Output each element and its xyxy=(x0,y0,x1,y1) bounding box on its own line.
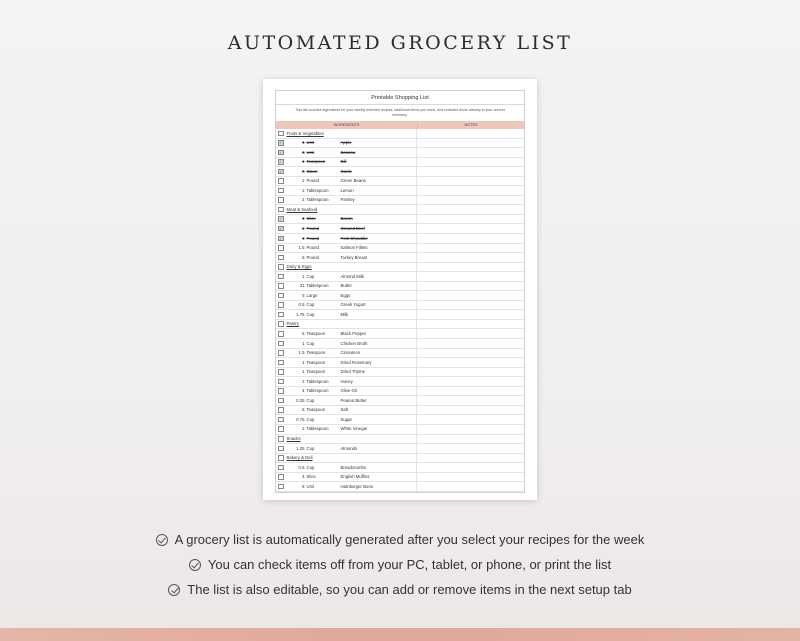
ingredient-cell xyxy=(276,349,417,358)
ingredient-cell xyxy=(276,177,417,186)
notes-cell[interactable] xyxy=(417,320,524,329)
notes-cell[interactable] xyxy=(417,291,524,300)
checkbox-icon[interactable] xyxy=(278,293,284,299)
checkbox-icon[interactable] xyxy=(278,331,284,337)
checkbox-icon[interactable] xyxy=(278,388,284,394)
notes-cell[interactable] xyxy=(417,415,524,424)
table-row xyxy=(276,253,524,263)
item-unit: Tablespoon xyxy=(306,378,329,384)
item-unit: Slice xyxy=(306,474,316,480)
checkbox-icon[interactable]: ✓ xyxy=(279,149,283,155)
checkbox-icon[interactable] xyxy=(278,484,284,490)
shopping-list-sheet xyxy=(263,79,537,500)
checkbox-icon[interactable] xyxy=(278,302,284,308)
item-unit: Cup xyxy=(306,445,315,451)
item-quantity: 1.25 xyxy=(296,445,305,451)
notes-cell[interactable] xyxy=(417,454,524,463)
checkbox-icon[interactable] xyxy=(278,398,284,404)
item-quantity: 2 xyxy=(302,378,305,384)
ingredient-cell xyxy=(276,454,417,463)
item-quantity: 4 xyxy=(302,388,305,394)
notes-cell[interactable] xyxy=(417,339,524,348)
checkbox-icon[interactable] xyxy=(278,178,284,184)
item-unit: Teaspoon xyxy=(306,159,326,165)
item-name: Greek Yogurt xyxy=(340,302,366,308)
category-label: Dairy & Eggs xyxy=(286,264,312,270)
item-quantity: 5 xyxy=(302,254,305,260)
check-circle-icon xyxy=(189,559,201,571)
checkbox-icon[interactable]: ✓ xyxy=(279,159,283,165)
item-unit: Teaspoon xyxy=(306,369,326,375)
notes-cell[interactable] xyxy=(417,244,524,253)
notes-cell[interactable] xyxy=(417,473,524,482)
item-unit: Pound xyxy=(306,178,319,184)
item-name: Breadcrumbs xyxy=(340,464,367,470)
ingredient-cell xyxy=(276,435,417,444)
checkbox-icon[interactable] xyxy=(278,417,284,423)
notes-cell[interactable] xyxy=(417,186,524,195)
item-unit: Teaspoon xyxy=(306,350,326,356)
feature-item xyxy=(0,552,800,577)
feature-item xyxy=(0,577,800,602)
ingredient-cell xyxy=(276,148,417,157)
item-quantity: 2 xyxy=(302,197,305,203)
notes-cell[interactable] xyxy=(417,205,524,214)
ingredient-cell xyxy=(276,253,417,262)
checkbox-icon[interactable]: ✓ xyxy=(279,216,283,222)
item-name: Ground Beef xyxy=(340,225,365,231)
category-label: Meat & Seafood xyxy=(286,206,318,212)
notes-cell[interactable] xyxy=(417,282,524,291)
item-name: Dill xyxy=(340,159,347,165)
item-name: Sugar xyxy=(340,416,352,422)
item-quantity: 5 xyxy=(302,407,305,413)
item-quantity: 2 xyxy=(302,187,305,193)
item-quantity: 4 xyxy=(302,235,305,241)
table-row xyxy=(276,425,524,435)
item-quantity: 0.5 xyxy=(298,302,305,308)
checkbox-icon[interactable] xyxy=(278,255,284,261)
sheet-title: Printable Shopping List xyxy=(276,91,524,105)
category-label: Pantry xyxy=(286,321,299,327)
item-name: Milk xyxy=(340,311,349,317)
item-name: Eggs xyxy=(340,292,351,298)
notes-cell[interactable] xyxy=(417,482,524,491)
ingredient-cell xyxy=(276,205,417,214)
checkbox-icon[interactable] xyxy=(278,436,284,442)
item-name: Pork Shoulder xyxy=(340,235,368,241)
shopping-list-table xyxy=(275,90,525,493)
item-name: Black Pepper xyxy=(340,330,367,336)
item-quantity: 6 xyxy=(302,168,305,174)
notes-cell[interactable] xyxy=(417,148,524,157)
ingredient-cell xyxy=(276,301,417,310)
item-quantity: 3 xyxy=(302,149,305,155)
item-unit: Cup xyxy=(306,273,315,279)
notes-cell[interactable] xyxy=(417,310,524,319)
bottom-accent-band xyxy=(0,628,800,641)
feature-text: The list is also editable, so you can add or remove items in the next setup tab xyxy=(187,582,632,597)
ingredient-cell xyxy=(276,272,417,281)
item-quantity: 1 xyxy=(302,225,305,231)
notes-cell[interactable] xyxy=(417,224,524,233)
ingredient-cell xyxy=(276,291,417,300)
item-unit: Teaspoon xyxy=(306,359,326,365)
item-quantity: 0.5 xyxy=(298,464,305,470)
notes-cell[interactable] xyxy=(417,463,524,472)
item-quantity: 0.75 xyxy=(296,416,305,422)
item-unit: Large xyxy=(306,292,318,298)
item-quantity: 1.5 xyxy=(298,245,305,251)
checkbox-icon[interactable] xyxy=(278,207,284,213)
ingredient-cell xyxy=(276,387,417,396)
item-name: Salt xyxy=(340,407,348,413)
ingredient-cell xyxy=(276,234,417,243)
checkbox-icon[interactable] xyxy=(278,379,284,385)
ingredient-cell xyxy=(276,377,417,386)
checkbox-icon[interactable] xyxy=(278,369,284,375)
item-unit: Clove xyxy=(306,168,318,174)
item-quantity: 8 xyxy=(302,483,305,489)
ingredient-cell xyxy=(276,139,417,148)
item-name: Turkey Breast xyxy=(340,254,368,260)
ingredient-cell xyxy=(276,415,417,424)
checkbox-icon[interactable] xyxy=(278,312,284,318)
feature-item xyxy=(0,527,800,552)
ingredient-cell xyxy=(276,473,417,482)
checkbox-icon[interactable]: ✓ xyxy=(279,140,283,146)
item-name: Chicken Broth xyxy=(340,340,368,346)
checkbox-icon[interactable] xyxy=(278,188,284,194)
checkbox-icon[interactable]: ✓ xyxy=(279,168,283,174)
ingredient-cell xyxy=(276,406,417,415)
notes-cell[interactable] xyxy=(417,263,524,272)
item-quantity: 2 xyxy=(302,426,305,432)
item-quantity: 4 xyxy=(302,216,305,222)
checkbox-icon[interactable] xyxy=(278,197,284,203)
notes-cell[interactable] xyxy=(417,435,524,444)
checkbox-icon[interactable] xyxy=(278,321,284,327)
item-unit: Teaspoon xyxy=(306,407,326,413)
feature-text: A grocery list is automatically generated after you select your recipes for the week xyxy=(174,532,645,547)
item-quantity: 1 xyxy=(302,359,305,365)
notes-cell[interactable] xyxy=(417,196,524,205)
ingredient-cell xyxy=(276,482,417,491)
item-quantity: 1.5 xyxy=(298,350,305,356)
ingredient-cell xyxy=(276,224,417,233)
item-name: Garlic xyxy=(340,168,352,174)
notes-cell[interactable] xyxy=(417,177,524,186)
item-unit: Unit xyxy=(306,483,315,489)
item-quantity: 1 xyxy=(302,369,305,375)
item-unit: Tablespoon xyxy=(306,388,329,394)
item-unit: Cup xyxy=(306,416,315,422)
item-unit: Teaspoon xyxy=(306,330,326,336)
item-name: Almond Milk xyxy=(340,273,364,279)
ingredient-cell xyxy=(276,186,417,195)
item-unit: Pound xyxy=(306,254,319,260)
item-quantity: 31 xyxy=(299,283,305,289)
notes-cell[interactable] xyxy=(417,272,524,281)
item-quantity: 0.25 xyxy=(296,397,305,403)
notes-cell[interactable] xyxy=(417,358,524,367)
item-name: Honey xyxy=(340,378,353,384)
notes-cell[interactable] xyxy=(417,368,524,377)
item-quantity: 4 xyxy=(302,474,305,480)
item-name: Green Beans xyxy=(340,178,366,184)
item-name: Dried Thyme xyxy=(340,369,366,375)
check-circle-icon xyxy=(156,534,168,546)
item-name: Hamburger Buns xyxy=(340,483,373,489)
column-header-ingredients: INGREDIENTS xyxy=(333,123,360,127)
category-label: Bakery & Deli xyxy=(286,455,313,461)
item-quantity: 1 xyxy=(302,340,305,346)
item-quantity: 1.75 xyxy=(296,311,305,317)
item-quantity: 1 xyxy=(302,273,305,279)
notes-cell[interactable] xyxy=(417,349,524,358)
notes-cell[interactable] xyxy=(417,329,524,338)
item-unit: Tablespoon xyxy=(306,283,329,289)
item-unit: Slice xyxy=(306,216,316,222)
item-unit: Tablespoon xyxy=(306,187,329,193)
item-name: Lemon xyxy=(340,187,354,193)
notes-cell[interactable] xyxy=(417,158,524,167)
checkbox-icon[interactable] xyxy=(278,350,284,356)
item-name: Cinnamon xyxy=(340,350,361,356)
item-unit: Unit xyxy=(306,149,315,155)
notes-cell[interactable] xyxy=(417,167,524,176)
table-row xyxy=(276,482,524,492)
checkbox-icon[interactable] xyxy=(278,283,284,289)
item-unit: Tablespoon xyxy=(306,197,329,203)
item-name: White Vinegar xyxy=(340,426,368,432)
checkbox-icon[interactable] xyxy=(278,474,284,480)
page-title: AUTOMATED GROCERY LIST xyxy=(227,32,573,54)
ingredient-cell xyxy=(276,339,417,348)
ingredient-cell xyxy=(276,158,417,167)
item-unit: Tablespoon xyxy=(306,426,329,432)
item-unit: Unit xyxy=(306,140,315,146)
notes-cell[interactable] xyxy=(417,253,524,262)
notes-cell[interactable] xyxy=(417,234,524,243)
ingredient-cell xyxy=(276,196,417,205)
item-name: Salmon Fillets xyxy=(340,245,368,251)
item-name: Parsley xyxy=(340,197,355,203)
ingredient-cell xyxy=(276,129,417,138)
notes-cell[interactable] xyxy=(417,301,524,310)
item-unit: Cup xyxy=(306,302,315,308)
notes-cell[interactable] xyxy=(417,425,524,434)
ingredient-cell xyxy=(276,368,417,377)
column-header-notes: NOTES xyxy=(417,121,524,129)
item-quantity: 2 xyxy=(302,178,305,184)
checkbox-icon[interactable]: ✓ xyxy=(279,225,283,231)
notes-cell[interactable] xyxy=(417,396,524,405)
item-unit: Cup xyxy=(306,340,315,346)
ingredient-cell xyxy=(276,244,417,253)
notes-cell[interactable] xyxy=(417,215,524,224)
item-unit: Cup xyxy=(306,464,315,470)
item-name: Banana xyxy=(340,149,356,155)
ingredient-cell xyxy=(276,329,417,338)
notes-cell[interactable] xyxy=(417,129,524,138)
ingredient-cell xyxy=(276,215,417,224)
checkbox-icon[interactable]: ✓ xyxy=(279,235,283,241)
ingredient-cell xyxy=(276,396,417,405)
item-unit: Pound xyxy=(306,245,319,251)
checkbox-icon[interactable] xyxy=(278,245,284,251)
item-name: Dried Rosemary xyxy=(340,359,372,365)
item-name: Butter xyxy=(340,283,352,289)
notes-cell[interactable] xyxy=(417,139,524,148)
checkbox-icon[interactable] xyxy=(278,360,284,366)
item-name: Peanut Butter xyxy=(340,397,367,403)
feature-text: You can check items off from your PC, tablet, or phone, or print the list xyxy=(207,557,612,572)
item-unit: Cup xyxy=(306,397,315,403)
ingredient-cell xyxy=(276,463,417,472)
table-row xyxy=(276,444,524,454)
ingredient-cell xyxy=(276,425,417,434)
item-name: English Muffins xyxy=(340,474,370,480)
feature-list xyxy=(0,527,800,602)
item-quantity: 5 xyxy=(302,330,305,336)
checkbox-icon[interactable] xyxy=(278,465,284,471)
notes-cell[interactable] xyxy=(417,406,524,415)
item-name: Apple xyxy=(340,140,352,146)
item-quantity: 1 xyxy=(302,159,305,165)
ingredient-cell xyxy=(276,167,417,176)
notes-cell[interactable] xyxy=(417,377,524,386)
category-label: Snacks xyxy=(286,436,301,441)
table-row xyxy=(276,310,524,320)
ingredient-cell xyxy=(276,263,417,272)
checkbox-icon[interactable] xyxy=(278,341,284,347)
notes-cell[interactable] xyxy=(417,387,524,396)
item-name: Almonds xyxy=(340,445,358,451)
checkbox-icon[interactable] xyxy=(278,446,284,452)
item-name: Olive Oil xyxy=(340,388,357,394)
ingredient-cell xyxy=(276,444,417,453)
checkbox-icon[interactable] xyxy=(278,407,284,413)
item-quantity: 4 xyxy=(302,140,305,146)
item-unit: Pound xyxy=(306,235,319,241)
item-quantity: 5 xyxy=(302,292,305,298)
check-circle-icon xyxy=(168,584,180,596)
checkbox-icon[interactable] xyxy=(278,455,284,461)
sheet-description: This list includes ingredients for your weekly selected recipes, additional items you need, and excludes those already in your current inventory. xyxy=(295,108,505,117)
ingredient-cell xyxy=(276,282,417,291)
ingredient-cell xyxy=(276,310,417,319)
checkbox-icon[interactable] xyxy=(278,264,284,270)
notes-cell[interactable] xyxy=(417,444,524,453)
checkbox-icon[interactable] xyxy=(278,274,284,280)
category-label: Fruits & Vegetables xyxy=(286,130,324,136)
ingredient-cell xyxy=(276,358,417,367)
checkbox-icon[interactable] xyxy=(278,426,284,432)
checkbox-icon[interactable] xyxy=(278,131,284,137)
ingredient-cell xyxy=(276,320,417,329)
item-unit: Pound xyxy=(306,225,319,231)
list-rows xyxy=(276,129,524,492)
item-unit: Cup xyxy=(306,311,315,317)
item-name: Bacon xyxy=(340,216,353,222)
